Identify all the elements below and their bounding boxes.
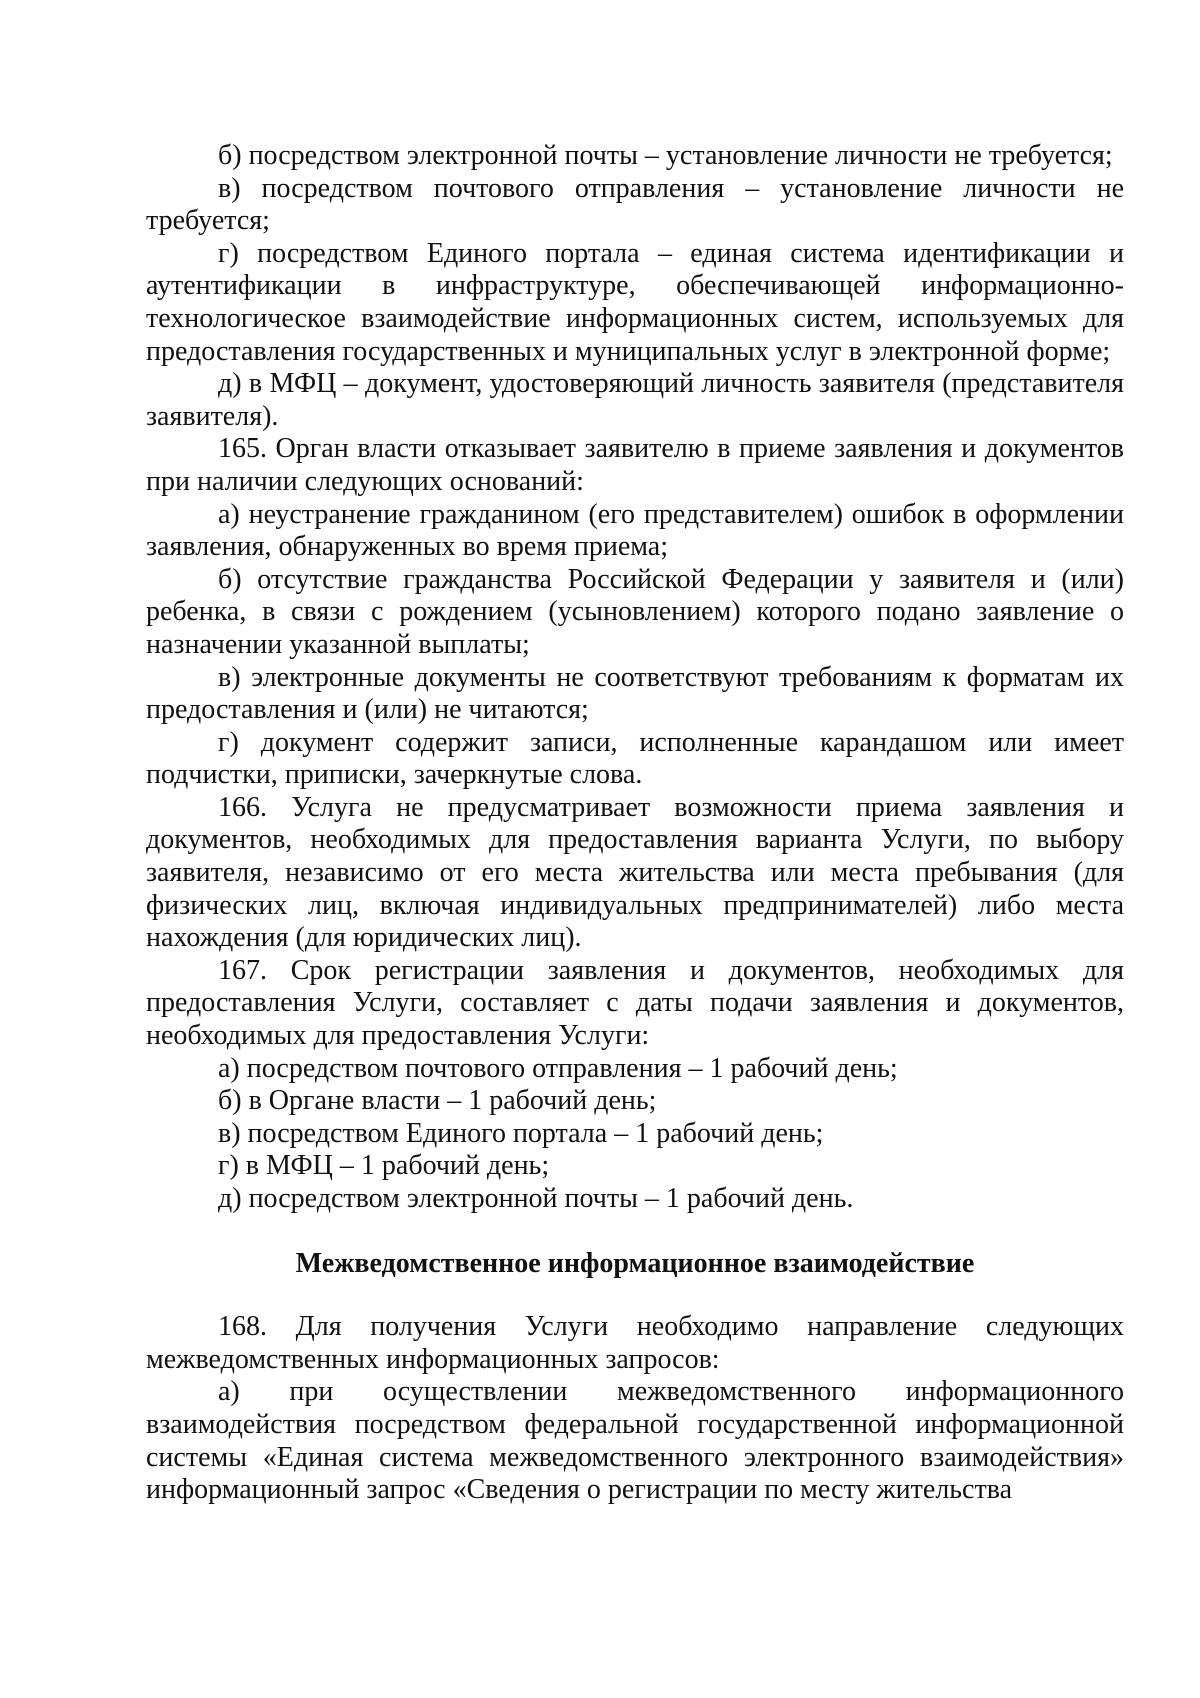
paragraph-165-v: в) электронные документы не соответствуют требованиям к форматам их предоставления и (или) не читаются; [146,661,1124,726]
paragraph-167-a: а) посредством почтового отправления – 1 рабочий день; [218,1052,898,1084]
document-body [146,140,1124,1507]
section-heading: Межведомственное информационное взаимодействие [295,1247,975,1279]
paragraph-b-email: б) посредством электронной почты – установление личности не требуется; [218,140,1113,171]
paragraph-168-a: а) при осуществлении межведомственного информационного взаимодействия посредством федеральной государственной информационной системы «Единая система межведомственного электронного взаимодействия» информационный запрос «Сведения о регистрации по месту жительства [146,1376,1124,1506]
paragraph-167-v: в) посредством Единого портала – 1 рабочий день; [218,1117,824,1149]
paragraph-v-post: в) посредством почтового отправления – установление личности не требуется; [146,172,1124,237]
paragraph-165-g: г) документ содержит записи, исполненные карандашом или имеет подчистки, приписки, зачеркнутые слова. [146,726,1124,791]
paragraph-167-b: б) в Органе власти – 1 рабочий день; [218,1085,657,1117]
paragraph-165: 165. Орган власти отказывает заявителю в приеме заявления и документов при наличии следующих оснований: [146,433,1124,497]
paragraph-d-mfc: д) в МФЦ – документ, удостоверяющий личность заявителя (представителя заявителя). [146,368,1124,432]
paragraph-167: 167. Срок регистрации заявления и документов, необходимых для предоставления Услуги, составляет с даты подачи заявления и документов, необходимых для предоставления Услуги: [146,954,1124,1052]
paragraph-168: 168. Для получения Услуги необходимо направление следующих межведомственных информационных запросов: [146,1311,1124,1375]
paragraph-165-b: б) отсутствие гражданства Российской Федерации у заявителя и (или) ребенка, в связи с рождением (усыновлением) которого подано заявление о назначении указанной выплаты; [146,563,1124,660]
paragraph-167-g: г) в МФЦ – 1 рабочий день; [218,1150,550,1182]
paragraph-166: 166. Услуга не предусматривает возможности приема заявления и документов, необходимых для предоставления варианта Услуги, по выбору заявителя, независимо от его места жительства или места пребывания (для физических лиц, включая индивидуальных предпринимателей) либо места нахождения (для юридических лиц). [146,791,1124,954]
paragraph-g-portal: г) посредством Единого портала – единая система идентификации и аутентификации в инфраструктуре, обеспечивающей информационно-технологическое взаимодействие информационных систем, используемых для предоставления государственных и муниципальных услуг в электронной форме; [146,237,1124,367]
paragraph-167-d: д) посредством электронной почты – 1 рабочий день. [218,1183,854,1214]
paragraph-165-a: а) неустранение гражданином (его представителем) ошибок в оформлении заявления, обнаруженных во время приема; [146,498,1124,563]
